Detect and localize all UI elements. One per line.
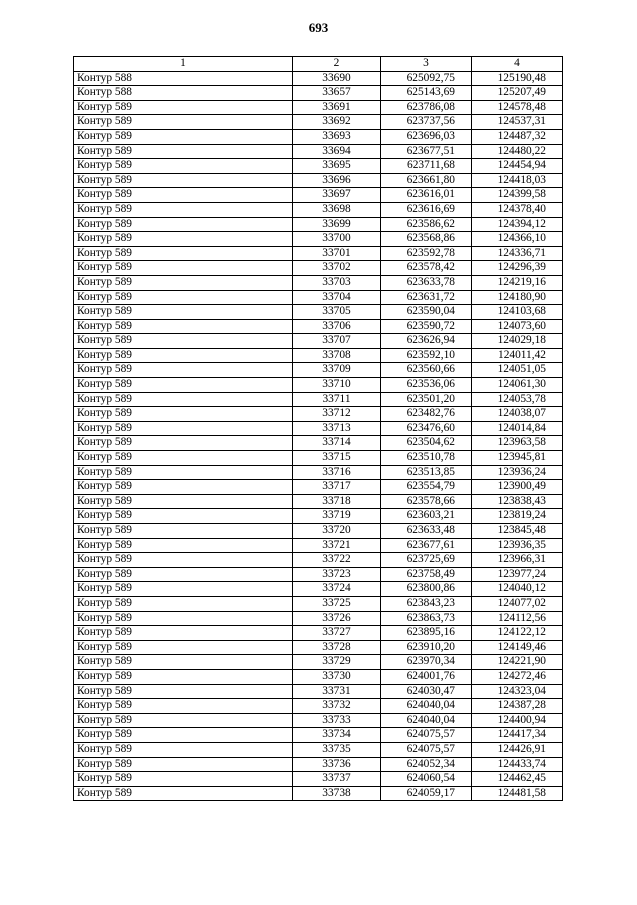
x-coordinate-cell: 623476,60 — [381, 421, 472, 436]
x-coordinate-cell: 623536,06 — [381, 378, 472, 393]
contour-name-cell: Контур 589 — [74, 713, 293, 728]
contour-name-cell: Контур 589 — [74, 436, 293, 451]
contour-name-cell: Контур 589 — [74, 115, 293, 130]
y-coordinate-cell: 123819,24 — [472, 509, 563, 524]
contour-name-cell: Контур 589 — [74, 465, 293, 480]
y-coordinate-cell: 124481,58 — [472, 786, 563, 801]
point-number-cell: 33715 — [293, 451, 381, 466]
x-coordinate-cell: 623633,48 — [381, 524, 472, 539]
contour-name-cell: Контур 589 — [74, 188, 293, 203]
contour-name-cell: Контур 588 — [74, 86, 293, 101]
table-row — [74, 611, 563, 626]
contour-name-cell: Контур 589 — [74, 363, 293, 378]
point-number-cell: 33731 — [293, 684, 381, 699]
x-coordinate-cell: 623725,69 — [381, 553, 472, 568]
point-number-cell: 33721 — [293, 538, 381, 553]
table-row — [74, 290, 563, 305]
x-coordinate-cell: 623586,62 — [381, 217, 472, 232]
y-coordinate-cell: 124378,40 — [472, 202, 563, 217]
y-coordinate-cell: 124149,46 — [472, 640, 563, 655]
x-coordinate-cell: 624075,57 — [381, 728, 472, 743]
x-coordinate-cell: 623786,08 — [381, 100, 472, 115]
contour-name-cell: Контур 589 — [74, 786, 293, 801]
point-number-cell: 33738 — [293, 786, 381, 801]
contour-name-cell: Контур 589 — [74, 742, 293, 757]
contour-name-cell: Контур 589 — [74, 378, 293, 393]
x-coordinate-cell: 623616,01 — [381, 188, 472, 203]
point-number-cell: 33737 — [293, 772, 381, 787]
x-coordinate-cell: 623711,68 — [381, 159, 472, 174]
y-coordinate-cell: 124029,18 — [472, 334, 563, 349]
point-number-cell: 33705 — [293, 305, 381, 320]
y-coordinate-cell: 124387,28 — [472, 699, 563, 714]
point-number-cell: 33701 — [293, 246, 381, 261]
contour-name-cell: Контур 589 — [74, 494, 293, 509]
table-row — [74, 480, 563, 495]
contour-name-cell: Контур 589 — [74, 305, 293, 320]
y-coordinate-cell: 123900,49 — [472, 480, 563, 495]
x-coordinate-cell: 623737,56 — [381, 115, 472, 130]
point-number-cell: 33706 — [293, 319, 381, 334]
point-number-cell: 33696 — [293, 173, 381, 188]
contour-name-cell: Контур 589 — [74, 144, 293, 159]
contour-name-cell: Контур 589 — [74, 640, 293, 655]
y-coordinate-cell: 124417,34 — [472, 728, 563, 743]
y-coordinate-cell: 124336,71 — [472, 246, 563, 261]
y-coordinate-cell: 125207,49 — [472, 86, 563, 101]
y-coordinate-cell: 124454,94 — [472, 159, 563, 174]
x-coordinate-cell: 623863,73 — [381, 611, 472, 626]
table-row — [74, 159, 563, 174]
table-row — [74, 115, 563, 130]
x-coordinate-cell: 623661,80 — [381, 173, 472, 188]
x-coordinate-cell: 623592,10 — [381, 348, 472, 363]
point-number-cell: 33712 — [293, 407, 381, 422]
point-number-cell: 33736 — [293, 757, 381, 772]
table-row — [74, 261, 563, 276]
contour-name-cell: Контур 589 — [74, 596, 293, 611]
table-row — [74, 86, 563, 101]
contour-name-cell: Контур 589 — [74, 655, 293, 670]
table-row — [74, 524, 563, 539]
coordinates-table — [73, 56, 563, 801]
point-number-cell: 33730 — [293, 669, 381, 684]
y-coordinate-cell: 123977,24 — [472, 567, 563, 582]
table-header-row — [74, 57, 563, 72]
contour-name-cell: Контур 589 — [74, 261, 293, 276]
point-number-cell: 33732 — [293, 699, 381, 714]
y-coordinate-cell: 124418,03 — [472, 173, 563, 188]
y-coordinate-cell: 124061,30 — [472, 378, 563, 393]
contour-name-cell: Контур 589 — [74, 757, 293, 772]
contour-name-cell: Контур 589 — [74, 582, 293, 597]
table-row — [74, 392, 563, 407]
y-coordinate-cell: 124221,90 — [472, 655, 563, 670]
x-coordinate-cell: 623592,78 — [381, 246, 472, 261]
contour-name-cell: Контур 589 — [74, 772, 293, 787]
contour-name-cell: Контур 589 — [74, 232, 293, 247]
table-row — [74, 275, 563, 290]
point-number-cell: 33702 — [293, 261, 381, 276]
y-coordinate-cell: 124040,12 — [472, 582, 563, 597]
x-coordinate-cell: 623513,85 — [381, 465, 472, 480]
x-coordinate-cell: 624052,34 — [381, 757, 472, 772]
point-number-cell: 33703 — [293, 275, 381, 290]
point-number-cell: 33724 — [293, 582, 381, 597]
point-number-cell: 33691 — [293, 100, 381, 115]
point-number-cell: 33725 — [293, 596, 381, 611]
point-number-cell: 33727 — [293, 626, 381, 641]
table-row — [74, 421, 563, 436]
x-coordinate-cell: 623603,21 — [381, 509, 472, 524]
x-coordinate-cell: 624059,17 — [381, 786, 472, 801]
point-number-cell: 33693 — [293, 129, 381, 144]
x-coordinate-cell: 624030,47 — [381, 684, 472, 699]
point-number-cell: 33694 — [293, 144, 381, 159]
y-coordinate-cell: 123845,48 — [472, 524, 563, 539]
y-coordinate-cell: 124296,39 — [472, 261, 563, 276]
table-row — [74, 494, 563, 509]
contour-name-cell: Контур 589 — [74, 699, 293, 714]
y-coordinate-cell: 123945,81 — [472, 451, 563, 466]
point-number-cell: 33734 — [293, 728, 381, 743]
y-coordinate-cell: 124487,32 — [472, 129, 563, 144]
point-number-cell: 33704 — [293, 290, 381, 305]
column-header-1: 1 — [74, 57, 293, 72]
contour-name-cell: Контур 589 — [74, 173, 293, 188]
table-row — [74, 436, 563, 451]
y-coordinate-cell: 124051,05 — [472, 363, 563, 378]
contour-name-cell: Контур 589 — [74, 567, 293, 582]
table-row — [74, 786, 563, 801]
x-coordinate-cell: 623758,49 — [381, 567, 472, 582]
contour-name-cell: Контур 589 — [74, 319, 293, 334]
contour-name-cell: Контур 589 — [74, 217, 293, 232]
x-coordinate-cell: 623510,78 — [381, 451, 472, 466]
table-row — [74, 742, 563, 757]
point-number-cell: 33707 — [293, 334, 381, 349]
x-coordinate-cell: 625092,75 — [381, 71, 472, 86]
table-row — [74, 553, 563, 568]
table-row — [74, 596, 563, 611]
y-coordinate-cell: 123963,58 — [472, 436, 563, 451]
y-coordinate-cell: 124014,84 — [472, 421, 563, 436]
table-row — [74, 655, 563, 670]
table-row — [74, 713, 563, 728]
table-row — [74, 232, 563, 247]
y-coordinate-cell: 124073,60 — [472, 319, 563, 334]
table-row — [74, 217, 563, 232]
x-coordinate-cell: 623578,66 — [381, 494, 472, 509]
y-coordinate-cell: 125190,48 — [472, 71, 563, 86]
table-row — [74, 772, 563, 787]
point-number-cell: 33708 — [293, 348, 381, 363]
point-number-cell: 33699 — [293, 217, 381, 232]
table-row — [74, 640, 563, 655]
page-number: 693 — [308, 20, 329, 35]
point-number-cell: 33726 — [293, 611, 381, 626]
contour-name-cell: Контур 589 — [74, 480, 293, 495]
point-number-cell: 33720 — [293, 524, 381, 539]
contour-name-cell: Контур 589 — [74, 246, 293, 261]
point-number-cell: 33728 — [293, 640, 381, 655]
table-row — [74, 144, 563, 159]
table-row — [74, 669, 563, 684]
contour-name-cell: Контур 589 — [74, 275, 293, 290]
y-coordinate-cell: 124537,31 — [472, 115, 563, 130]
y-coordinate-cell: 124399,58 — [472, 188, 563, 203]
table-row — [74, 348, 563, 363]
table-row — [74, 363, 563, 378]
x-coordinate-cell: 623910,20 — [381, 640, 472, 655]
point-number-cell: 33722 — [293, 553, 381, 568]
contour-name-cell: Контур 589 — [74, 334, 293, 349]
point-number-cell: 33700 — [293, 232, 381, 247]
contour-name-cell: Контур 589 — [74, 129, 293, 144]
point-number-cell: 33716 — [293, 465, 381, 480]
point-number-cell: 33710 — [293, 378, 381, 393]
y-coordinate-cell: 124366,10 — [472, 232, 563, 247]
x-coordinate-cell: 623633,78 — [381, 275, 472, 290]
point-number-cell: 33711 — [293, 392, 381, 407]
contour-name-cell: Контур 589 — [74, 553, 293, 568]
y-coordinate-cell: 124480,22 — [472, 144, 563, 159]
y-coordinate-cell: 124038,07 — [472, 407, 563, 422]
table-row — [74, 465, 563, 480]
y-coordinate-cell: 124180,90 — [472, 290, 563, 305]
contour-name-cell: Контур 589 — [74, 538, 293, 553]
point-number-cell: 33692 — [293, 115, 381, 130]
x-coordinate-cell: 623568,86 — [381, 232, 472, 247]
x-coordinate-cell: 623578,42 — [381, 261, 472, 276]
contour-name-cell: Контур 589 — [74, 684, 293, 699]
y-coordinate-cell: 124462,45 — [472, 772, 563, 787]
point-number-cell: 33735 — [293, 742, 381, 757]
table-row — [74, 582, 563, 597]
point-number-cell: 33717 — [293, 480, 381, 495]
contour-name-cell: Контур 589 — [74, 348, 293, 363]
x-coordinate-cell: 624040,04 — [381, 699, 472, 714]
table-row — [74, 305, 563, 320]
column-header-4: 4 — [472, 57, 563, 72]
table-row — [74, 188, 563, 203]
contour-name-cell: Контур 589 — [74, 524, 293, 539]
contour-name-cell: Контур 589 — [74, 159, 293, 174]
x-coordinate-cell: 623560,66 — [381, 363, 472, 378]
table-row — [74, 202, 563, 217]
contour-name-cell: Контур 589 — [74, 407, 293, 422]
column-header-2: 2 — [293, 57, 381, 72]
x-coordinate-cell: 623843,23 — [381, 596, 472, 611]
x-coordinate-cell: 624001,76 — [381, 669, 472, 684]
x-coordinate-cell: 624060,54 — [381, 772, 472, 787]
table-row — [74, 728, 563, 743]
y-coordinate-cell: 124077,02 — [472, 596, 563, 611]
point-number-cell: 33697 — [293, 188, 381, 203]
table-row — [74, 451, 563, 466]
contour-name-cell: Контур 589 — [74, 392, 293, 407]
x-coordinate-cell: 623504,62 — [381, 436, 472, 451]
y-coordinate-cell: 124272,46 — [472, 669, 563, 684]
table-row — [74, 699, 563, 714]
point-number-cell: 33718 — [293, 494, 381, 509]
contour-name-cell: Контур 589 — [74, 451, 293, 466]
column-header-3: 3 — [381, 57, 472, 72]
x-coordinate-cell: 623631,72 — [381, 290, 472, 305]
contour-name-cell: Контур 589 — [74, 669, 293, 684]
y-coordinate-cell: 124219,16 — [472, 275, 563, 290]
y-coordinate-cell: 124426,91 — [472, 742, 563, 757]
point-number-cell: 33714 — [293, 436, 381, 451]
table-row — [74, 684, 563, 699]
contour-name-cell: Контур 589 — [74, 611, 293, 626]
table-row — [74, 71, 563, 86]
contour-name-cell: Контур 588 — [74, 71, 293, 86]
y-coordinate-cell: 124578,48 — [472, 100, 563, 115]
point-number-cell: 33695 — [293, 159, 381, 174]
table-row — [74, 509, 563, 524]
y-coordinate-cell: 123936,24 — [472, 465, 563, 480]
x-coordinate-cell: 623501,20 — [381, 392, 472, 407]
x-coordinate-cell: 624040,04 — [381, 713, 472, 728]
contour-name-cell: Контур 589 — [74, 626, 293, 641]
y-coordinate-cell: 123838,43 — [472, 494, 563, 509]
x-coordinate-cell: 624075,57 — [381, 742, 472, 757]
y-coordinate-cell: 124103,68 — [472, 305, 563, 320]
contour-name-cell: Контур 589 — [74, 728, 293, 743]
contour-name-cell: Контур 589 — [74, 290, 293, 305]
table-row — [74, 173, 563, 188]
table-row — [74, 246, 563, 261]
y-coordinate-cell: 124323,04 — [472, 684, 563, 699]
table-row — [74, 757, 563, 772]
contour-name-cell: Контур 589 — [74, 509, 293, 524]
x-coordinate-cell: 623677,61 — [381, 538, 472, 553]
x-coordinate-cell: 623696,03 — [381, 129, 472, 144]
x-coordinate-cell: 623616,69 — [381, 202, 472, 217]
x-coordinate-cell: 623590,04 — [381, 305, 472, 320]
x-coordinate-cell: 623482,76 — [381, 407, 472, 422]
y-coordinate-cell: 124394,12 — [472, 217, 563, 232]
table-row — [74, 378, 563, 393]
point-number-cell: 33729 — [293, 655, 381, 670]
point-number-cell: 33713 — [293, 421, 381, 436]
x-coordinate-cell: 623970,34 — [381, 655, 472, 670]
point-number-cell: 33690 — [293, 71, 381, 86]
point-number-cell: 33719 — [293, 509, 381, 524]
x-coordinate-cell: 625143,69 — [381, 86, 472, 101]
table-row — [74, 407, 563, 422]
x-coordinate-cell: 623895,16 — [381, 626, 472, 641]
y-coordinate-cell: 123936,35 — [472, 538, 563, 553]
y-coordinate-cell: 124053,78 — [472, 392, 563, 407]
y-coordinate-cell: 124011,42 — [472, 348, 563, 363]
x-coordinate-cell: 623677,51 — [381, 144, 472, 159]
contour-name-cell: Контур 589 — [74, 202, 293, 217]
x-coordinate-cell: 623590,72 — [381, 319, 472, 334]
table-row — [74, 626, 563, 641]
point-number-cell: 33733 — [293, 713, 381, 728]
contour-name-cell: Контур 589 — [74, 100, 293, 115]
y-coordinate-cell: 124112,56 — [472, 611, 563, 626]
table-row — [74, 129, 563, 144]
table-row — [74, 334, 563, 349]
y-coordinate-cell: 124400,94 — [472, 713, 563, 728]
table-body — [74, 71, 563, 801]
contour-name-cell: Контур 589 — [74, 421, 293, 436]
y-coordinate-cell: 124122,12 — [472, 626, 563, 641]
point-number-cell: 33709 — [293, 363, 381, 378]
point-number-cell: 33723 — [293, 567, 381, 582]
table-row — [74, 567, 563, 582]
x-coordinate-cell: 623554,79 — [381, 480, 472, 495]
table-row — [74, 100, 563, 115]
y-coordinate-cell: 124433,74 — [472, 757, 563, 772]
table-row — [74, 538, 563, 553]
table-row — [74, 319, 563, 334]
y-coordinate-cell: 123966,31 — [472, 553, 563, 568]
point-number-cell: 33657 — [293, 86, 381, 101]
x-coordinate-cell: 623800,86 — [381, 582, 472, 597]
x-coordinate-cell: 623626,94 — [381, 334, 472, 349]
point-number-cell: 33698 — [293, 202, 381, 217]
